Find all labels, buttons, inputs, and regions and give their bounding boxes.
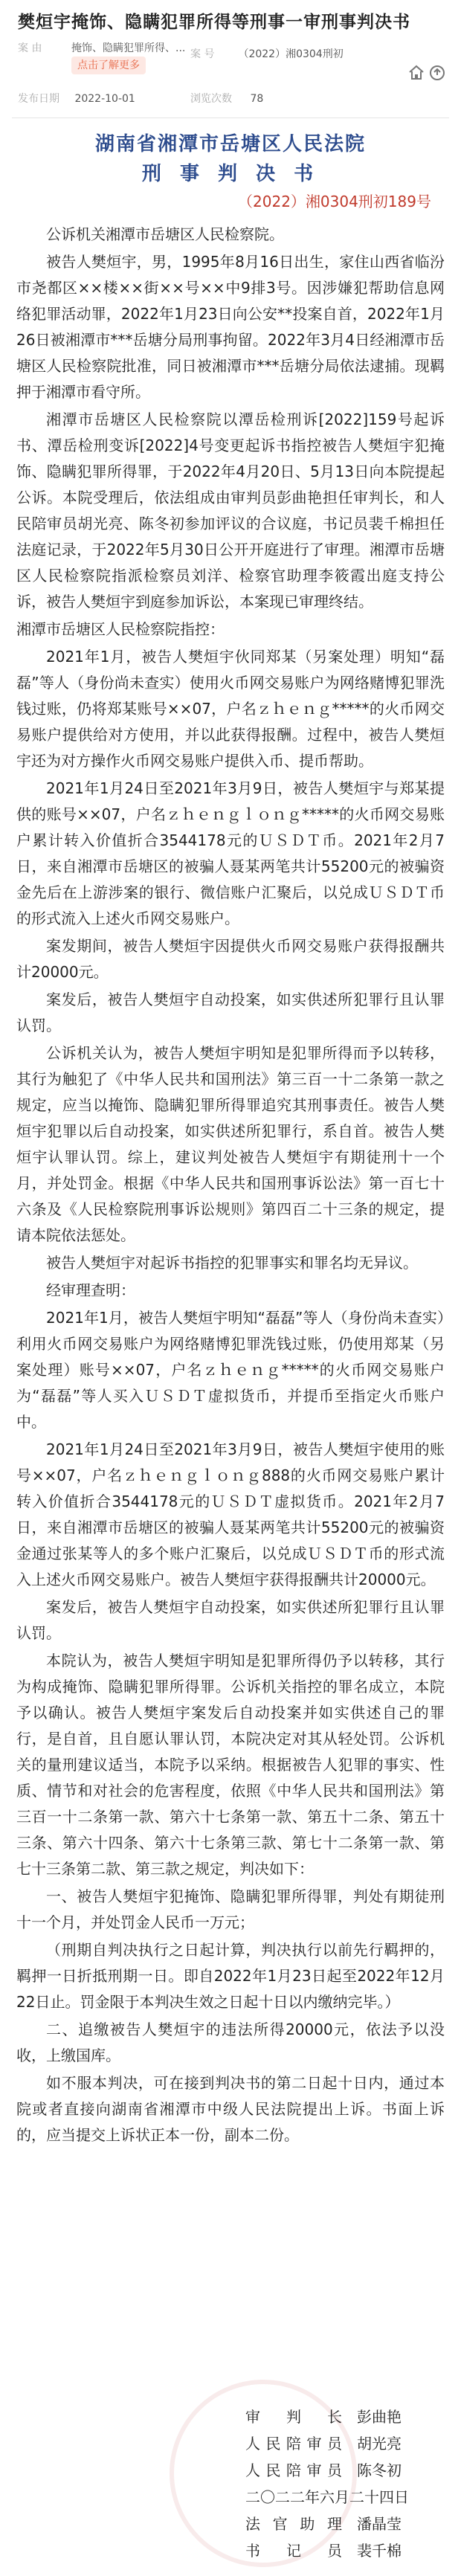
signature-name: 陈冬初 [357, 2461, 402, 2479]
publish-value: 2022-10-01 [74, 93, 135, 105]
verdict-item: （刑期自判决执行之日起计算，判决执行以前先行羁押的，羁押一日折抵刑期一日。即自2022年1月23日起至2022年12月22日止。罚金限于本判决生效之日起十日以内缴纳完毕。） [16, 1941, 445, 2011]
home-icon[interactable] [407, 64, 425, 82]
views-value: 78 [250, 93, 264, 105]
signature-row [245, 2403, 431, 2430]
paragraph: 2021年1月，被告人樊烜宇伙同郑某（另案处理）明知“磊磊”等人（身份尚未查实）使用火币网交易账户为网络赌博犯罪洗钱过账，仍将郑某账号××07，户名ｚｈｅｎｇ*****的火币网交易账户提供给对方使用，并以此获得报酬。过程中，被告人樊烜宇还为对方操作火币网交易账户提供入币、提币帮助。 [16, 648, 445, 770]
signature-role: 人民陪审员 [245, 2461, 342, 2479]
clerk-row [245, 2511, 431, 2537]
clerk-row [245, 2537, 431, 2564]
paragraph: 2021年1月24日至2021年3月9日，被告人樊烜宇使用的账号××07，户名ｚｈｅｎｇｌｏｎｇ888的火币网交易账户累计转入价值折合3544178元的ＵＳＤＴ虚拟货币。2021年2月7日，来自湘潭市岳塘区的被骗人聂某两笔共计55200元的被骗资金通过张某等人的多个账户汇聚后，以兑成ＵＳＤＴ币的形式流入上述火币网交易账户。被告人樊烜宇获得报酬共计20000元。 [16, 1440, 445, 1588]
meta-divider [12, 117, 449, 118]
paragraph: 案发期间，被告人樊烜宇因提供火币网交易账户获得报酬共计20000元。 [16, 937, 445, 981]
paragraph: 公诉机关认为，被告人樊烜宇明知是犯罪所得而予以转移，其行为触犯了《中华人民共和国刑法》第三百一十二条第一款之规定，应当以掩饰、隐瞒犯罪所得罪追究其刑事责任。被告人樊烜宇犯罪以后自动投案，如实供述所犯罪行，系自首。被告人樊烜宇认罪认罚。综上，建议判处被告人樊烜宇有期徒刑十一个月，并处罚金。根据《中华人民共和国刑事诉讼法》第一百七十六条及《人民检察院刑事诉讼规则》第四百二十三条的规定，提请本院依法惩处。 [16, 1044, 445, 1244]
judgment-body [0, 214, 461, 2148]
signature-role: 审判长 [245, 2408, 342, 2426]
court-name: 湖南省湘潭市岳塘区人民法院 [94, 133, 366, 155]
paragraph: 经审理查明： [46, 1281, 135, 1299]
paragraph: 案发后，被告人樊烜宇自动投案，如实供述所犯罪行且认罪认罚。 [16, 1598, 445, 1642]
paragraph: 2021年1月，被告人樊烜宇明知“磊磊”等人（身份尚未查实）利用火币网交易账户为网络赌博犯罪洗钱过账，仍使用郑某（另案处理）账号××07，户名ｚｈｅｎｇ*****的火币网交易账户为“磊磊”等人买入ＵＳＤＴ虚拟货币，并提币至指定火币账户中。 [16, 1309, 445, 1431]
clerk-role: 法官助理 [245, 2515, 342, 2533]
sign-date: 二〇二二年六月二十四日 [245, 2488, 409, 2506]
verdict-item: 一、被告人樊烜宇犯掩饰、隐瞒犯罪所得罪，判处有期徒刑十一个月，并处罚金人民币一万元； [16, 1887, 445, 1931]
publish-row [18, 91, 135, 106]
views-label: 浏览次数 [190, 93, 232, 105]
signature-block [245, 2403, 431, 2564]
paragraph: 本院认为，被告人樊烜宇明知是犯罪所得仍予以转移，其行为构成掩饰、隐瞒犯罪所得罪。公诉机关指控的罪名成立，本院予以确认。被告人樊烜宇案发后自动投案并如实供述自己的罪行，是自首，且自愿认罪认罚，本院决定对其从轻处罚。公诉机关的量刑建议适当，本院予以采纳。根据被告人犯罪的事实、性质、情节和对社会的危害程度，依照《中华人民共和国刑法》第三百一十二条第一款、第六十七条第一款、第五十二条、第五十三条、第六十四条、第六十七条第三款、第七十二条第一款、第七十三条第二款、第三款之规定，判决如下： [16, 1652, 445, 1878]
verdict-item: 二、追缴被告人樊烜宇的违法所得20000元，依法予以没收，上缴国库。 [16, 2020, 445, 2064]
paragraph: 2021年1月24日至2021年3月9日，被告人樊烜宇与郑某提供的账号××07，户名ｚｈｅｎｇｌｏｎｇ*****的火币网交易账户累计转入价值折合3544178元的ＵＳＤＴ币。2021年2月7日，来自湘潭市岳塘区的被骗人聂某两笔共计55200元的被骗资金先后在上游涉案的银行、微信账户汇聚后，以兑成ＵＳＤＴ币的形式流入上述火币网交易账户。 [16, 779, 445, 927]
paragraph: 公诉机关湘潭市岳塘区人民检察院。 [46, 225, 284, 243]
paragraph: 案发后，被告人樊烜宇自动投案，如实供述所犯罪行且认罪认罚。 [16, 991, 445, 1034]
signature-name: 彭曲艳 [357, 2408, 402, 2426]
cause-row [18, 40, 71, 55]
paragraph: 被告人樊烜宇，男，1995年8月16日出生，家住山西省临汾市尧都区××楼××街××号××中9排3号。因涉嫌犯帮助信息网络犯罪活动罪，2022年1月23日向公安**投案自首，2022年1月26日被湘潭市***岳塘分局刑事拘留。2022年3月4日经湘潭市岳塘区人民检察院批准，同日被湘潭市***岳塘分局依法逮捕。现羁押于湘潭市看守所。 [16, 253, 445, 401]
cause-value: 掩饰、隐瞒犯罪所得、... [71, 42, 186, 54]
clerk-name: 潘晶莹 [357, 2515, 402, 2533]
appeal-notice: 如不服本判决，可在接到判决书的第二日起十日内，通过本院或者直接向湖南省湘潭市中级人民法院提出上诉。书面上诉的，应当提交上诉状正本一份，副本二份。 [16, 2074, 445, 2144]
signature-row [245, 2457, 431, 2484]
views-row [190, 91, 263, 106]
share-icon[interactable] [428, 64, 446, 82]
caseno-row [190, 46, 344, 61]
clerk-role: 书记员 [245, 2542, 342, 2560]
paragraph: 湘潭市岳塘区人民检察院指控： [16, 620, 225, 638]
signature-row [245, 2430, 431, 2457]
caseno-label: 案 号 [190, 48, 215, 60]
publish-label: 发布日期 [18, 93, 59, 105]
case-meta [0, 34, 461, 146]
signature-role: 人民陪审员 [245, 2435, 342, 2453]
paragraph: 被告人樊烜宇对起诉书指控的犯罪事实和罪名均无异议。 [46, 1254, 418, 1272]
document-kind: 刑 事 判 决 书 [141, 163, 320, 185]
caseno-value: （2022）湘0304刑初 [238, 48, 344, 60]
cause-label: 案 由 [18, 42, 42, 54]
document-title: 樊烜宇掩饰、隐瞒犯罪所得等刑事一审刑事判决书 [18, 13, 410, 32]
paragraph: 湘潭市岳塘区人民检察院以潭岳检刑诉[2022]159号起诉书、潭岳检刑变诉[2022]4号变更起诉书指控被告人樊烜宇犯掩饰、隐瞒犯罪所得罪，于2022年4月20日、5月13日向本院提起公诉。本院受理后，依法组成由审判员彭曲艳担任审判长，和人民陪审员胡光亮、陈冬初参加评议的合议庭，书记员裴千棉担任法庭记录，于2022年5月30日公开开庭进行了审理。湘潭市岳塘区人民检察院指派检察员刘洋、检察官助理李筱霞出庭支持公诉，被告人樊烜宇到庭参加诉讼，本案现已审理终结。 [16, 410, 445, 611]
case-number: （2022）湘0304刑初189号 [238, 193, 431, 210]
clerk-name: 裴千棉 [357, 2542, 402, 2560]
signature-name: 胡光亮 [357, 2435, 402, 2453]
learn-more-tag[interactable]: 点击了解更多 [71, 57, 146, 74]
meta-actions [407, 64, 446, 83]
